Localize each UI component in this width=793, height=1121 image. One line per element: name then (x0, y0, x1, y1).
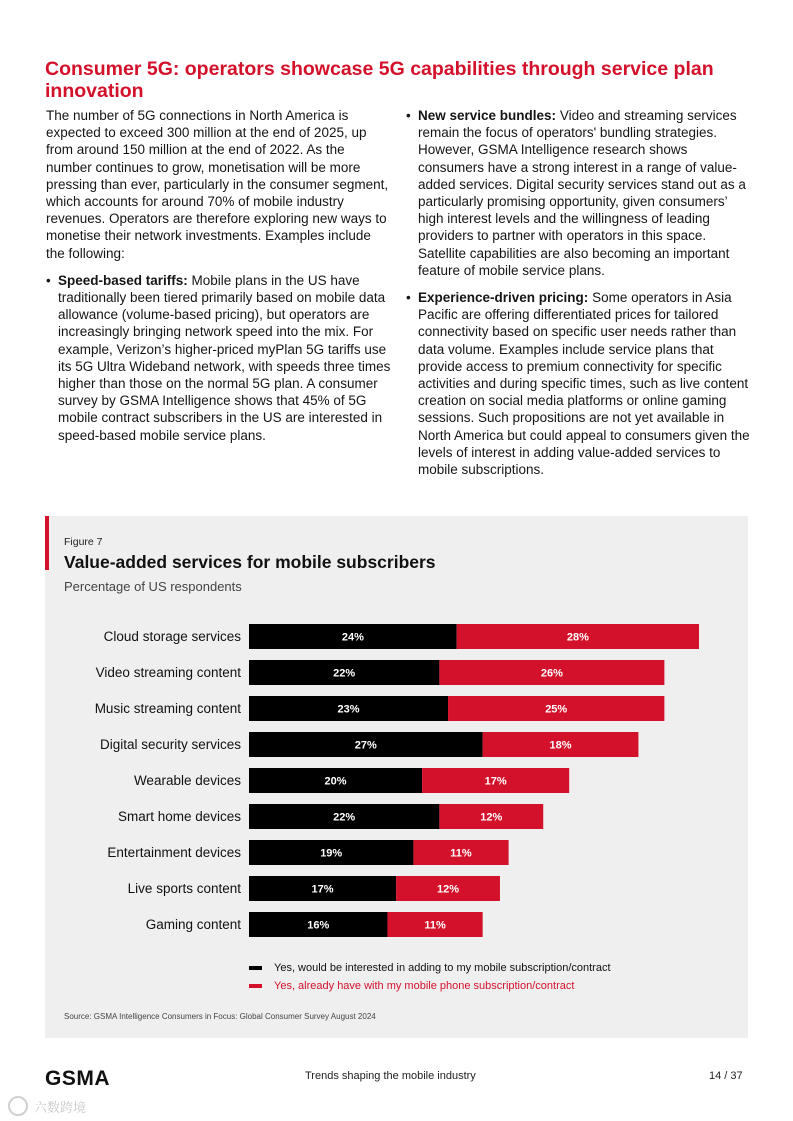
data-label-interested-music-streaming-content: 23% (337, 703, 360, 716)
bullet-text: Mobile plans in the US have traditionally been tiered primarily based on mobile data allowance (volume-based pricing), but operators are increasingly bringing network speed into the mix. For example, Verizon’s higher-priced myPlan 5G tariffs use its 5G Ultra Wideband network, with speeds three times higher than those on the normal 5G plan. A consumer survey by GSMA Intelligence shows that 45% of 5G mobile contract subscribers in the US are interested in speed-based mobile service plans. (58, 272, 391, 443)
category-label-music-streaming-content: Music streaming content (94, 701, 241, 716)
category-label-smart-home-devices: Smart home devices (117, 809, 241, 824)
watermark (8, 1096, 86, 1116)
bullet-text: Video and streaming services remain the focus of operators' bundling strategies. However, GSMA Intelligence research shows consumers have a strong interest in a range of value-added services. Digital security services stand out as a particularly promising opportunity, given consumers’ high interest levels and the willingness of leading providers to partner with operators in this space. Satellite capabilities are also becoming an important feature of mobile service plans. (418, 108, 746, 278)
data-label-interested-smart-home-devices: 22% (333, 811, 356, 824)
data-label-interested-digital-security-services: 27% (354, 739, 377, 752)
data-label-already-have-gaming-content: 11% (424, 919, 446, 932)
chart-subtitle: Percentage of US respondents (64, 579, 242, 594)
footer-title: Trends shaping the mobile industry (305, 1070, 476, 1082)
chart-legend (249, 959, 611, 995)
legend-item-interested (249, 959, 611, 977)
category-label-digital-security-services: Digital security services (99, 737, 241, 752)
data-label-interested-cloud-storage-services: 24% (341, 631, 364, 644)
category-label-cloud-storage-services: Cloud storage services (103, 629, 241, 644)
category-label-live-sports-content: Live sports content (127, 881, 241, 896)
logo-text: GSMA (45, 1068, 110, 1088)
bullet-experience-driven-pricing (406, 289, 751, 478)
bullet-speed-based-tariffs (46, 272, 391, 444)
data-label-already-have-video-streaming-content: 26% (540, 667, 563, 680)
watermark-logo-icon (8, 1096, 28, 1116)
section-heading: Consumer 5G: operators showcase 5G capabilities through service plan innovation (45, 58, 714, 102)
data-label-interested-live-sports-content: 17% (311, 883, 334, 896)
legend-swatch-black (249, 966, 262, 970)
data-label-already-have-digital-security-services: 18% (549, 739, 572, 752)
bullet-new-service-bundles (406, 107, 751, 279)
data-label-interested-gaming-content: 16% (307, 919, 330, 932)
data-label-already-have-cloud-storage-services: 28% (566, 631, 589, 644)
category-label-video-streaming-content: Video streaming content (95, 665, 241, 680)
legend-item-already-have (249, 977, 611, 995)
category-label-entertainment-devices: Entertainment devices (107, 845, 241, 860)
data-label-already-have-wearable-devices: 17% (484, 775, 507, 788)
data-label-already-have-entertainment-devices: 11% (450, 847, 472, 860)
category-label-wearable-devices: Wearable devices (133, 773, 241, 788)
data-label-already-have-music-streaming-content: 25% (545, 703, 568, 716)
bullet-term: Speed-based tariffs: (58, 272, 188, 288)
watermark-text: 六数跨境 (34, 1099, 87, 1115)
data-label-interested-video-streaming-content: 22% (333, 667, 356, 680)
left-text-column (46, 107, 391, 454)
figure-panel (45, 516, 748, 1038)
legend-swatch-red (249, 984, 262, 988)
category-label-gaming-content: Gaming content (145, 917, 241, 932)
figure-label: Figure 7 (64, 536, 103, 548)
bullet-term: Experience-driven pricing: (418, 290, 589, 306)
data-label-interested-wearable-devices: 20% (324, 775, 347, 788)
gsma-logo (45, 1068, 145, 1093)
figure-source: Source: GSMA Intelligence Consumers in Focus: Global Consumer Survey August 2024 (64, 1012, 376, 1021)
data-label-interested-entertainment-devices: 19% (320, 847, 343, 860)
data-label-already-have-smart-home-devices: 12% (480, 811, 503, 824)
legend-label: Yes, would be interested in adding to my mobile subscription/contract (274, 962, 611, 974)
chart-title: Value-added services for mobile subscribers (64, 552, 436, 572)
page-number: 14 / 37 (709, 1070, 743, 1082)
data-label-already-have-live-sports-content: 12% (437, 883, 460, 896)
right-text-column (406, 107, 751, 488)
legend-label: Yes, already have with my mobile phone subscription/contract (274, 980, 575, 992)
bullet-text: Some operators in Asia Pacific are offering differentiated prices for tailored connectivity based on specific user needs rather than data volume. Examples include service plans that provide access to premium connectivity for specific activities and during specific times, such as live content creation on social media platforms or online gaming sessions. Such propositions are not yet available in North America but could appeal to consumers given the levels of interest in adding value-added services to mobile subscriptions. (418, 290, 750, 478)
bullet-term: New service bundles: (418, 108, 557, 123)
intro-paragraph: The number of 5G connections in North America is expected to exceed 300 million at the end of 2025, up from around 150 million at the end of 2022. As the number continues to grow, monetisation will be more pressing than ever, particularly in the consumer segment, which accounts for around 70% of mobile industry revenues. Operators are therefore exploring new ways to monetise their network investments. Examples include the following: (46, 108, 389, 261)
